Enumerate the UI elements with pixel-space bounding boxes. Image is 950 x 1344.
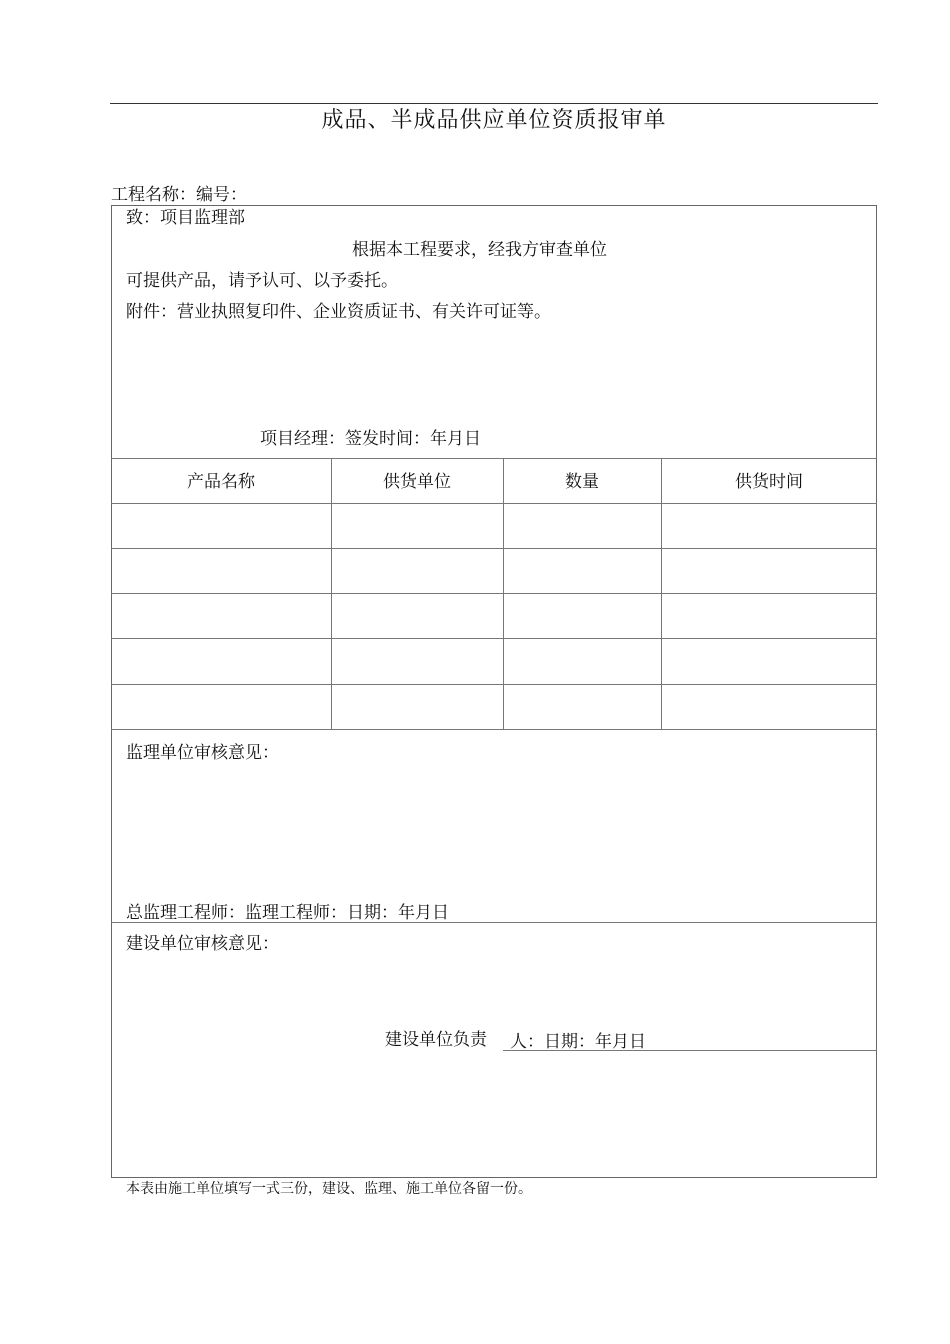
owner-signature-right: 人：日期：年月日 <box>510 1032 646 1052</box>
header-supply-time: 供货时间 <box>735 472 803 492</box>
table-cell-quantity[interactable] <box>504 685 661 729</box>
table-cell-time[interactable] <box>662 685 876 729</box>
table-cell-supplier[interactable] <box>332 685 503 729</box>
request-line-2: 可提供产品，请予认可、以予委托。 <box>126 271 398 291</box>
table-cell-time[interactable] <box>662 594 876 638</box>
request-line-1: 根据本工程要求，经我方审查单位 <box>352 240 607 260</box>
table-cell-time[interactable] <box>662 504 876 548</box>
table-cell-time[interactable] <box>662 639 876 684</box>
table-cell-time[interactable] <box>662 549 876 593</box>
table-cell-quantity[interactable] <box>504 549 661 593</box>
header-product-name: 产品名称 <box>187 472 255 492</box>
table-cell-quantity[interactable] <box>504 504 661 548</box>
table-cell-supplier[interactable] <box>332 549 503 593</box>
supervisor-signature-line: 总监理工程师：监理工程师：日期：年月日 <box>126 903 449 923</box>
owner-review-label: 建设单位审核意见： <box>126 934 279 954</box>
table-top-border <box>111 458 877 459</box>
project-name-line: 工程名称：编号： <box>111 185 247 205</box>
owner-signature-left: 建设单位负责 <box>385 1030 487 1050</box>
footnote: 本表由施工单位填写一式三份，建设、监理、施工单位各留一份。 <box>126 1181 532 1197</box>
table-cell-quantity[interactable] <box>504 639 661 684</box>
top-rule <box>110 103 878 104</box>
owner-signature-underline <box>503 1050 877 1051</box>
table-cell-quantity[interactable] <box>504 594 661 638</box>
table-cell-product[interactable] <box>112 594 331 638</box>
table-bottom-border <box>111 729 877 730</box>
attachment-line: 附件：营业执照复印件、企业资质证书、有关许可证等。 <box>126 302 551 322</box>
table-cell-product[interactable] <box>112 504 331 548</box>
supervisor-review-label: 监理单位审核意见： <box>126 743 279 763</box>
project-manager-signature: 项目经理：签发时间：年月日 <box>260 429 481 449</box>
table-cell-supplier[interactable] <box>332 639 503 684</box>
table-cell-product[interactable] <box>112 549 331 593</box>
table-cell-supplier[interactable] <box>332 504 503 548</box>
table-cell-supplier[interactable] <box>332 594 503 638</box>
table-cell-product[interactable] <box>112 639 331 684</box>
table-cell-product[interactable] <box>112 685 331 729</box>
document-title: 成品、半成品供应单位资质报审单 <box>321 108 667 133</box>
addressee: 致：项目监理部 <box>126 208 245 228</box>
header-supplier: 供货单位 <box>383 472 451 492</box>
header-quantity: 数量 <box>565 472 599 492</box>
section-divider <box>111 922 877 923</box>
